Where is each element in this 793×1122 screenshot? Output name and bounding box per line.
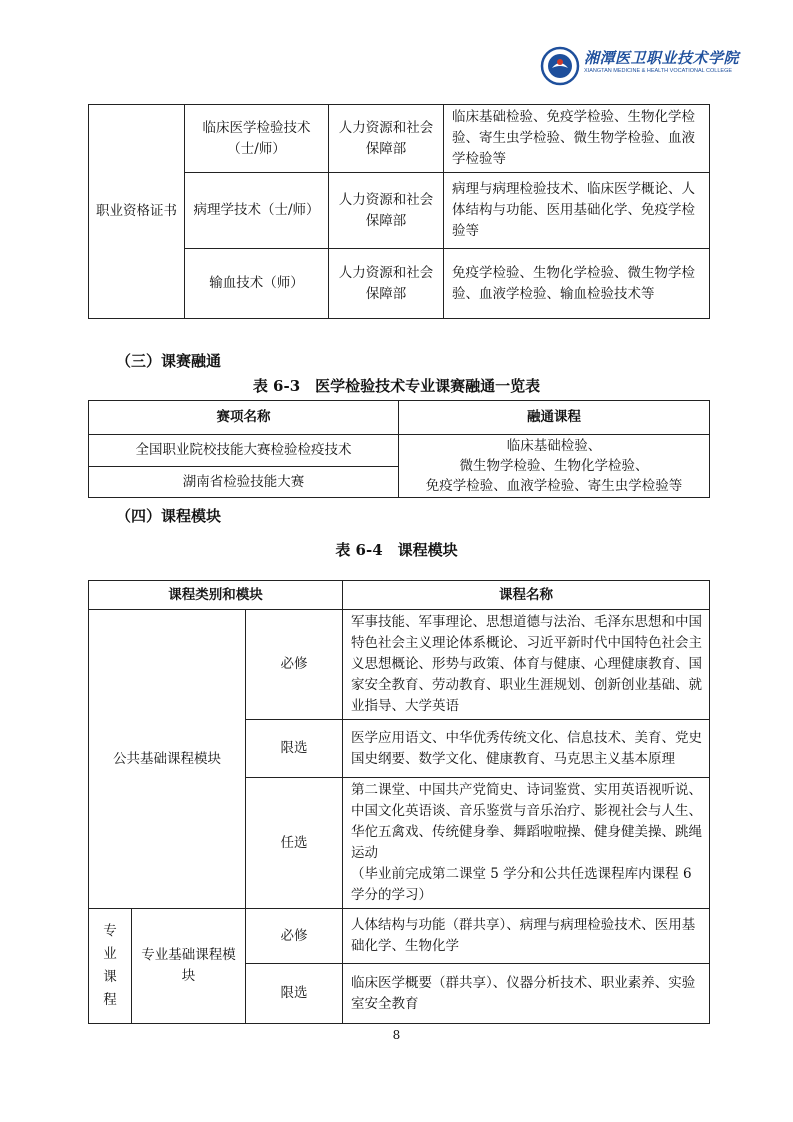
competition-name: 全国职业院校技能大赛检验检疫技术: [89, 435, 399, 467]
table-6-3-title: 表 6-3 医学检验技术专业课赛融通一览表: [252, 377, 541, 395]
cert-name: 临床医学检验技术 （士/师）: [185, 105, 329, 173]
cert-content: 病理与病理检验技术、临床医学概论、人体结构与功能、医用基础化学、免疫学检验等: [444, 173, 710, 249]
public-type: 任选: [246, 778, 343, 909]
table-6-4-title: 表 6-4 课程模块: [335, 541, 458, 559]
major-module: 专业基础课程模块: [132, 909, 246, 1024]
competition-table: [88, 400, 710, 498]
major-type: 必修: [246, 909, 343, 964]
header-logo: [540, 44, 740, 88]
cert-content: 免疫学检验、生物化学检验、微生物学检验、血液学检验、输血检验技术等: [444, 249, 710, 319]
major-courses: 临床医学概要（群共享）、仪器分析技术、职业素养、实验室安全教育: [343, 964, 710, 1024]
elective-note: （毕业前完成第二课堂 5 学分和公共任选课程库内课程 6 学分的学习）: [351, 866, 692, 903]
major-label-cell: [89, 909, 132, 1024]
cert-name: 输血技术（师）: [185, 249, 329, 319]
competition-name: 湖南省检验技能大赛: [89, 467, 399, 498]
competition-courses: 临床基础检验、 微生物学检验、生物化学检验、 免疫学检验、血液学检验、寄生虫学检验等: [399, 435, 710, 498]
public-courses: 医学应用语文、中华优秀传统文化、信息技术、美育、党史国史纲要、数学文化、健康教育、马克思主义基本原理: [343, 720, 710, 778]
cert-dept: 人力资源和社会 保障部: [329, 249, 444, 319]
cert-dept: 人力资源和社会 保障部: [329, 105, 444, 173]
section3-heading: （三）课赛融通: [116, 352, 222, 370]
cert-name: 病理学技术（士/师）: [185, 173, 329, 249]
school-name-cn: 湘潭医卫职业技术学院: [584, 49, 740, 67]
public-courses: 军事技能、军事理论、思想道德与法治、毛泽东思想和中国特色社会主义理论体系概论、习近平新时代中国特色社会主义思想概论、形势与政策、体育与健康、心理健康教育、国家安全教育、劳动教育、职业生涯规划、创新创业基础、就业指导、大学英语: [343, 610, 710, 720]
header-module: 课程类别和模块: [89, 581, 343, 610]
elective-courses: 第二课堂、中国共产党简史、诗词鉴赏、实用英语视听说、中国文化英语谈、音乐鉴赏与音乐治疗、影视社会与人生、华佗五禽戏、传统健身拳、舞蹈啦啦操、健身健美操、跳绳运动: [351, 782, 703, 861]
major-type: 限选: [246, 964, 343, 1024]
public-courses-elective: [343, 778, 710, 909]
cert-content: 临床基础检验、免疫学检验、生物化学检验、寄生虫学检验、微生物学检验、血液学检验等: [444, 105, 710, 173]
certificate-table: [88, 104, 710, 319]
header-course-name: 课程名称: [343, 581, 710, 610]
page-number: 8: [392, 1028, 401, 1042]
major-label: 专业课程: [103, 923, 117, 1008]
public-type: 限选: [246, 720, 343, 778]
major-courses: 人体结构与功能（群共享）、病理与病理检验技术、医用基础化学、生物化学: [343, 909, 710, 964]
cert-dept: 人力资源和社会 保障部: [329, 173, 444, 249]
section4-heading: （四）课程模块: [116, 507, 222, 525]
public-module: 公共基础课程模块: [89, 610, 246, 909]
public-type: 必修: [246, 610, 343, 720]
header-courses: 融通课程: [399, 401, 710, 435]
module-table: [88, 580, 710, 1024]
header-competition: 赛项名称: [89, 401, 399, 435]
college-emblem-icon: [540, 46, 580, 86]
cert-category: 职业资格证书: [89, 105, 185, 319]
school-name-en: XIANGTAN MEDICINE & HEALTH VOCATIONAL COLLEGE: [584, 68, 733, 74]
